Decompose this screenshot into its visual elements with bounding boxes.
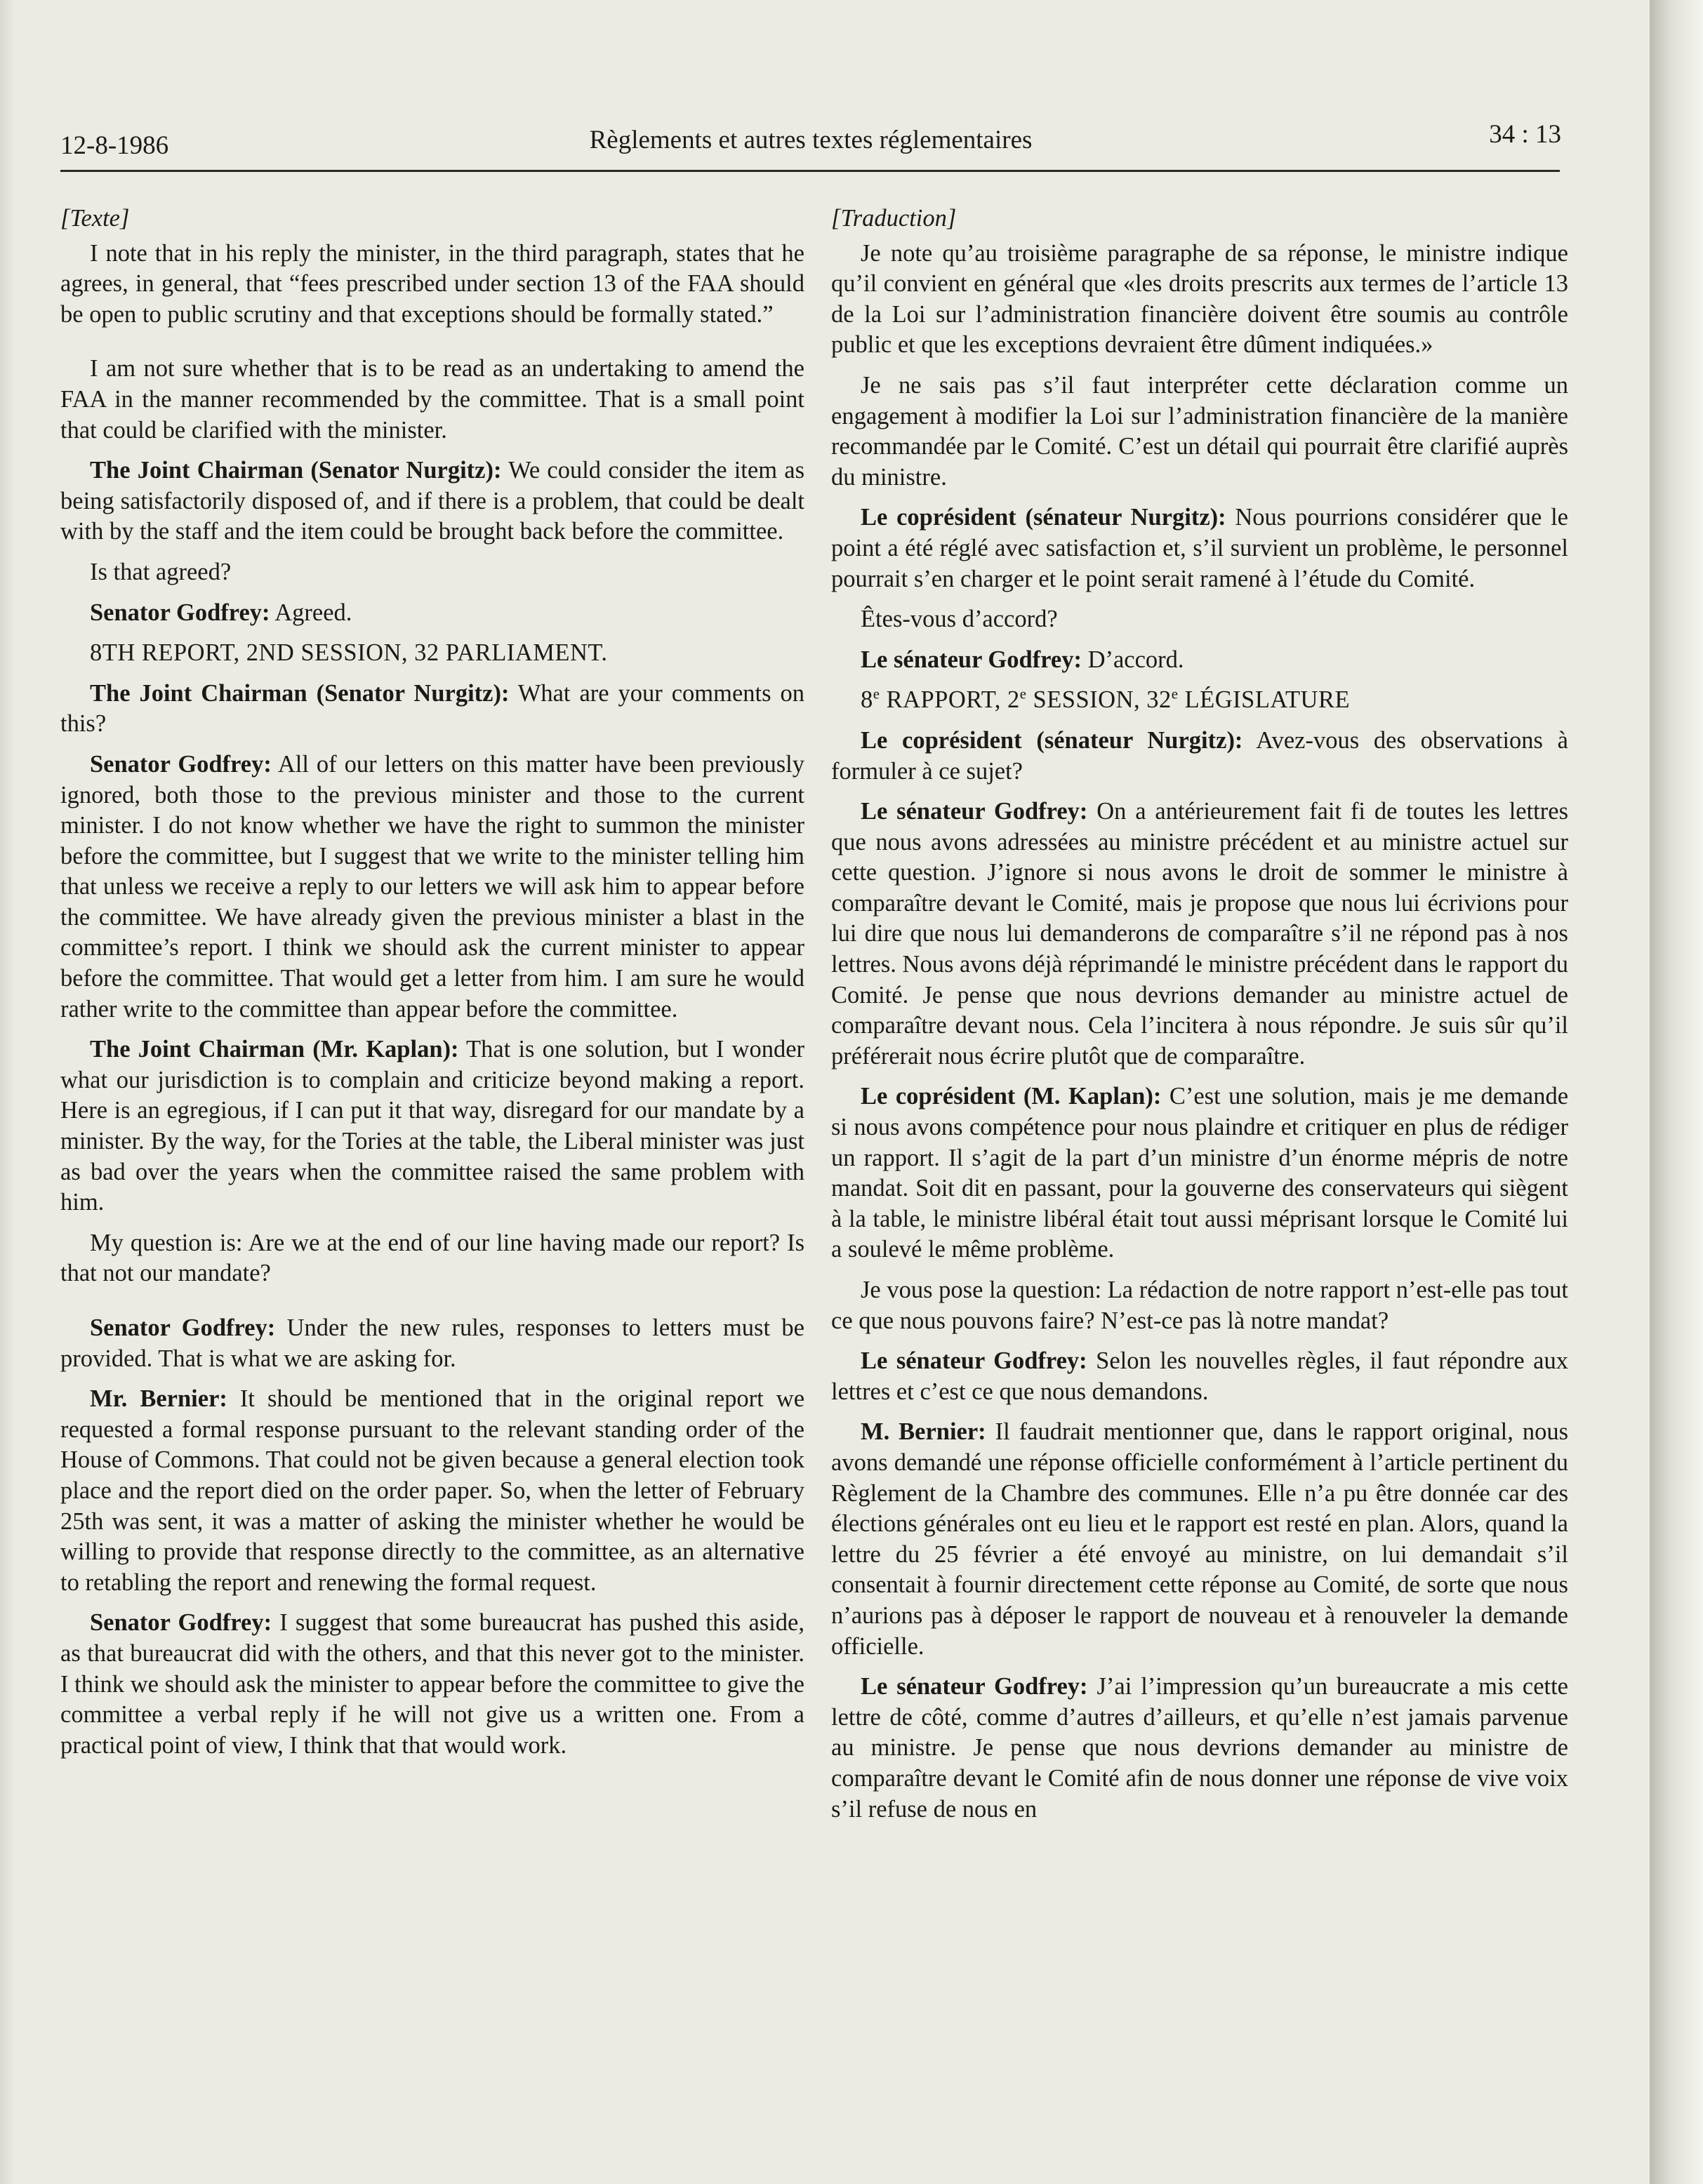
- french-section-heading: 8e RAPPORT, 2e SESSION, 32e LÉGISLATURE: [861, 686, 1351, 714]
- french-paragraph-4: Êtes-vous d’accord?: [861, 606, 1058, 633]
- french-paragraph-5: Le sénateur Godfrey: D’accord.: [861, 646, 1184, 673]
- english-paragraph-3: The Joint Chairman (Senator Nurgitz): We could consider the item as being satisfactorily disposed of, and if there is a problem, that could be dealt with by the staff and the item could be brought back before the committee.: [60, 457, 804, 545]
- english-paragraph-1: I note that in his reply the minister, in the third paragraph, states that he agrees, in general, that “fees prescribed under section 13 of the FAA should be open to public scrutiny and that exceptions should be formally stated.”: [60, 239, 804, 328]
- binding-spine: [1650, 0, 1703, 2184]
- english-paragraph-8: The Joint Chairman (Mr. Kaplan): That is one solution, but I wonder what our jurisdiction is to complain and criticize beyond making a report. Here is an egregious, if I can put it that way, disregard for our mandate by a minister. By the way, for the Tories at the table, the Liberal minister was just as bad over the years when the committee raised the same problem with him.: [60, 1036, 804, 1216]
- speaker-name: Le coprésident (sénateur Nurgitz):: [861, 726, 1243, 754]
- french-paragraph-7: Le sénateur Godfrey: On a antérieurement fait fi de toutes les lettres que nous avons adressées au ministre précédent et au ministre actuel sur cette question. J’ignore si nous avons le droit de sommer le ministre à comparaître devant le Comité, mais je propose que nous lui écrivions pour lui dire que nous lui demanderons de comparaître s’il ne répond pas à nos lettres. Nous avons déjà réprimandé le ministre précédent dans le rapport du Comité. Je pense que nous devrions demander au ministre actuel de comparaître devant nous. Cela l’incitera à nous répondre. Je suis sûr qu’il préférerait nous écrire plutôt que de comparaître.: [831, 798, 1568, 1070]
- speaker-name: Mr. Bernier:: [90, 1385, 227, 1413]
- speaker-name: M. Bernier:: [861, 1418, 986, 1446]
- page-edge-shadow: [0, 0, 15, 2184]
- speaker-name: Senator Godfrey:: [90, 750, 272, 778]
- french-column: [831, 204, 1568, 1835]
- speaker-name: The Joint Chairman (Senator Nurgitz):: [90, 457, 502, 484]
- french-paragraph-10: Le sénateur Godfrey: Selon les nouvelles règles, il faut répondre aux lettres et c’est ce que nous demandons.: [831, 1347, 1568, 1405]
- header-title: Règlements et autres textes réglementaires: [589, 126, 1033, 154]
- header-page-number: 34 : 13: [1489, 120, 1561, 149]
- speaker-name: The Joint Chairman (Senator Nurgitz):: [90, 679, 510, 707]
- english-section-heading: 8TH REPORT, 2ND SESSION, 32 PARLIAMENT.: [90, 639, 608, 667]
- speaker-name: The Joint Chairman (Mr. Kaplan):: [90, 1036, 459, 1063]
- speaker-name: Le sénateur Godfrey:: [861, 1347, 1087, 1375]
- speaker-name: Senator Godfrey:: [90, 1314, 276, 1341]
- english-paragraph-2: I am not sure whether that is to be read as an undertaking to amend the FAA in the manner recommended by the committee. That is a small point that could be clarified with the minister.: [60, 355, 804, 444]
- header-date: 12-8-1986: [60, 131, 169, 160]
- english-column: [60, 204, 804, 1771]
- french-paragraph-3: Le coprésident (sénateur Nurgitz): Nous pourrions considérer que le point a été réglé avec satisfaction et, s’il survient un problème, le personnel pourrait s’en charger et le point serait ramené à l’étude du Comité.: [831, 504, 1568, 592]
- speaker-name: Senator Godfrey:: [90, 1609, 272, 1637]
- english-label: [Texte]: [60, 205, 130, 232]
- english-paragraph-9: My question is: Are we at the end of our line having made our report? Is that not our mandate?: [60, 1229, 804, 1287]
- french-paragraph-2: Je ne sais pas s’il faut interpréter cette déclaration comme un engagement à modifier la Loi sur l’administration financière de la manière recommandée par le Comité. C’est un détail qui pourrait être clarifié auprès du ministre.: [831, 371, 1568, 491]
- speaker-name: Senator Godfrey:: [90, 599, 270, 626]
- french-paragraph-8: Le coprésident (M. Kaplan): C’est une solution, mais je me demande si nous avons compétence pour nous plaindre et critiquer en plus de rédiger un rapport. Il s’agit de la part d’un ministre d’un énorme mépris de notre mandat. Soit dit en passant, pour la gouverne des conservateurs qui siègent à la table, le ministre libéral était tout aussi méprisant lorsque le Comité lui a soulevé le même problème.: [831, 1083, 1569, 1263]
- english-paragraph-6: The Joint Chairman (Senator Nurgitz): What are your comments on this?: [60, 679, 804, 738]
- english-paragraph-12: Senator Godfrey: I suggest that some bureaucrat has pushed this aside, as that bureaucrat did with the others, and that this never got to the minister. I think we should ask the minister to appear before the committee to give the committee a verbal reply if he will not give us a written one. From a practical point of view, I think that that would work.: [60, 1609, 804, 1759]
- french-paragraph-9: Je vous pose la question: La rédaction de notre rapport n’est-elle pas tout ce que nous pouvons faire? N’est-ce pas là notre mandat?: [831, 1277, 1568, 1334]
- french-paragraph-12: Le sénateur Godfrey: J’ai l’impression qu’un bureaucrate a mis cette lettre de côté, comme d’autres d’ailleurs, et qu’elle n’est jamais parvenue au ministre. Je pense que nous devrions demander au ministre de comparaître devant le Comité afin de nous donner une réponse de vive voix s’il refuse de nous en: [831, 1673, 1568, 1823]
- french-paragraph-6: Le coprésident (sénateur Nurgitz): Avez-vous des observations à formuler à ce sujet?: [831, 726, 1568, 785]
- english-paragraph-7: Senator Godfrey: All of our letters on this matter have been previously ignored, both those to the previous minister and those to the current minister. I do not know whether we have the right to summon the minister before the committee, but I suggest that we write to the minister telling him that unless we receive a reply to our letters we will ask him to appear before the committee. We have already given the previous minister a blast in the committee’s report. I think we should ask the current minister to appear before the committee. That would get a letter from him. I am sure he would rather write to the committee than appear before the committee.: [60, 750, 804, 1023]
- french-label: [Traduction]: [831, 205, 957, 232]
- page-header: [60, 119, 1561, 168]
- english-paragraph-5: Senator Godfrey: Agreed.: [90, 599, 352, 626]
- speaker-name: Le sénateur Godfrey:: [861, 646, 1082, 673]
- header-rule: [60, 170, 1560, 172]
- english-paragraph-11: Mr. Bernier: It should be mentioned that in the original report we requested a formal response pursuant to the relevant standing order of the House of Commons. That could not be given because a general election took place and the report died on the order paper. So, when the letter of February 25th was sent, it was a matter of asking the minister whether he would be willing to provide that response directly to the committee, as an alternative to retabling the report and renewing the formal request.: [60, 1385, 805, 1596]
- speaker-name: Le coprésident (M. Kaplan):: [861, 1083, 1162, 1110]
- french-paragraph-11: M. Bernier: Il faudrait mentionner que, dans le rapport original, nous avons demandé une réponse officielle conformément à l’article pertinent du Règlement de la Chambre des communes. Elle n’a pu être donnée car des élections générales ont eu lieu et le rapport est resté en plan. Alors, quand la lettre du 25 février a été envoyé au ministre, on lui demandait s’il consentait à fournir directement cette réponse au Comité, de sorte que nous n’aurions pas à déposer le rapport de nouveau et à renouveler la demande officielle.: [831, 1418, 1568, 1660]
- english-paragraph-10: Senator Godfrey: Under the new rules, responses to letters must be provided. That is what we are asking for.: [60, 1314, 804, 1372]
- english-paragraph-4: Is that agreed?: [90, 558, 232, 585]
- speaker-name: Le coprésident (sénateur Nurgitz):: [861, 504, 1226, 531]
- french-paragraph-1: Je note qu’au troisième paragraphe de sa réponse, le ministre indique qu’il convient en général que «les droits prescrits aux termes de l’article 13 de la Loi sur l’administration financière doivent être soumis au contrôle public et que les exceptions devraient être dûment indiquées.»: [831, 239, 1568, 359]
- speaker-name: Le sénateur Godfrey:: [861, 1673, 1088, 1700]
- speaker-name: Le sénateur Godfrey:: [861, 798, 1088, 825]
